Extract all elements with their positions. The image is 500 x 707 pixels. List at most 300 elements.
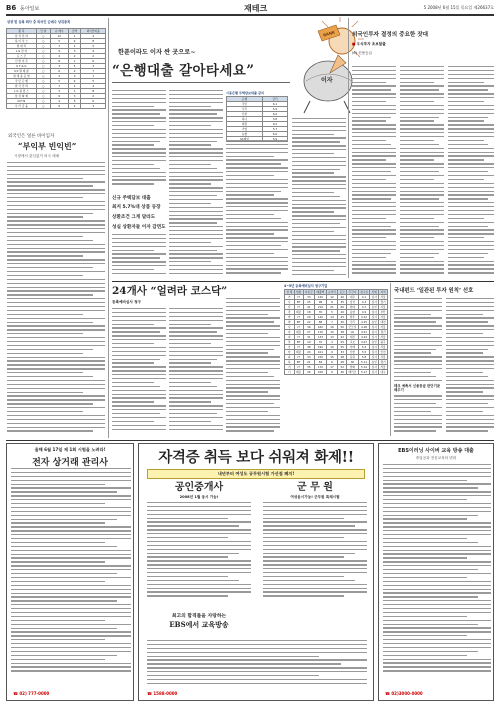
text-line xyxy=(400,257,434,258)
text-line xyxy=(147,663,341,664)
right-col3 xyxy=(448,66,494,278)
table-cell: 60 xyxy=(338,305,347,310)
text-line xyxy=(11,643,131,644)
text-line xyxy=(11,484,105,485)
text-line xyxy=(7,372,83,373)
table-cell: 4 xyxy=(326,340,338,345)
text-line xyxy=(169,109,223,110)
text-line xyxy=(448,257,484,258)
text-line xyxy=(147,560,251,561)
text-line xyxy=(11,569,131,570)
text-line xyxy=(383,670,491,671)
text-line xyxy=(7,399,105,400)
table-cell: 35 xyxy=(338,300,347,305)
text-line xyxy=(448,179,484,180)
text-line xyxy=(112,164,154,165)
text-line xyxy=(226,171,288,172)
table-header-cell: 금액 xyxy=(68,29,81,34)
loan-rate-table-title: 시중은행 주택담보대출 금리 xyxy=(226,91,265,95)
table-cell: 38 xyxy=(338,330,347,335)
text-line xyxy=(400,226,439,227)
text-line xyxy=(352,210,396,211)
text-line xyxy=(263,560,367,561)
text-line xyxy=(292,184,346,185)
issue-date: 5 2008년 6월 15일 목요일 제26637호 xyxy=(423,5,494,10)
text-line xyxy=(7,205,105,206)
text-line xyxy=(448,120,484,121)
text-line xyxy=(169,246,223,247)
text-line xyxy=(169,366,223,367)
table-cell: 2 xyxy=(68,54,81,59)
table-cell: 5 xyxy=(68,64,81,69)
text-line xyxy=(446,403,488,404)
table-cell: 4.27 xyxy=(358,340,370,345)
text-line xyxy=(169,413,217,414)
text-line xyxy=(400,175,444,176)
text-line xyxy=(448,191,494,192)
table-cell: 우 리 금 융 xyxy=(7,104,37,109)
text-line xyxy=(352,237,386,238)
text-line xyxy=(292,254,346,255)
text-line xyxy=(446,306,494,307)
table-cell: 27 xyxy=(303,330,315,335)
text-line xyxy=(383,581,491,582)
text-line xyxy=(147,553,239,554)
table-cell: 4.12 xyxy=(358,315,370,320)
table-cell: 1 xyxy=(68,89,81,94)
table-cell: 4 xyxy=(50,99,68,104)
text-line xyxy=(448,226,488,227)
text-line xyxy=(394,345,442,346)
foreign-buy-table xyxy=(6,28,106,109)
table-cell: ○ xyxy=(36,74,50,79)
text-line xyxy=(7,411,83,412)
table-cell: N H N xyxy=(7,99,37,104)
text-line xyxy=(112,273,166,274)
text-line xyxy=(147,556,228,557)
left-article-kicker: 외국인은 얼른 바이입자 xyxy=(8,134,55,139)
text-line xyxy=(226,380,280,381)
text-line xyxy=(446,419,494,420)
table-cell: 서울 xyxy=(380,315,386,319)
table-cell: ○ xyxy=(36,84,50,89)
text-line xyxy=(292,188,346,189)
text-line xyxy=(383,495,491,496)
table-header-cell: 업 체 xyxy=(286,290,293,294)
table-cell: 6 xyxy=(50,104,68,109)
text-line xyxy=(169,191,223,192)
text-line xyxy=(226,395,280,396)
table-cell: 170 xyxy=(315,365,327,370)
main-col3-lower xyxy=(226,140,288,278)
text-line xyxy=(169,378,223,379)
text-line xyxy=(112,370,166,371)
text-line xyxy=(11,538,131,539)
text-line xyxy=(263,591,367,592)
text-line xyxy=(448,78,494,79)
table-cell: 9 xyxy=(50,49,68,54)
text-line xyxy=(394,360,442,361)
text-line xyxy=(7,302,105,303)
text-line xyxy=(394,411,431,412)
ad-ecommerce[interactable] xyxy=(6,443,134,701)
table-cell: 마 xyxy=(285,315,295,320)
text-line xyxy=(7,201,105,202)
text-line xyxy=(292,207,346,208)
text-line xyxy=(394,426,442,427)
table-cell: BT xyxy=(294,300,303,305)
table-row xyxy=(285,370,388,375)
table-cell: 국민 xyxy=(227,102,263,107)
table-cell: 심사 xyxy=(371,325,377,329)
table-cell: 5 xyxy=(50,39,68,44)
text-line xyxy=(112,179,166,180)
text-line xyxy=(448,66,494,67)
text-line xyxy=(169,117,223,118)
text-line xyxy=(448,194,494,195)
text-line xyxy=(352,264,396,265)
text-line xyxy=(112,242,166,243)
text-line xyxy=(292,134,334,135)
text-line xyxy=(352,132,396,133)
text-line xyxy=(226,314,268,315)
text-line xyxy=(112,331,160,332)
text-line xyxy=(112,327,166,328)
text-line xyxy=(169,179,223,180)
kosdaq-sub: 등록예비심사 청구 xyxy=(112,300,142,304)
text-line xyxy=(226,325,280,326)
text-line xyxy=(226,206,288,207)
text-line xyxy=(7,376,93,377)
text-line xyxy=(7,427,105,428)
table-cell: ○ xyxy=(36,89,50,94)
main-col4 xyxy=(292,118,346,278)
text-line xyxy=(112,394,166,395)
left-article-body xyxy=(7,162,105,436)
text-line xyxy=(226,356,280,357)
table-cell: 우리 xyxy=(227,107,263,112)
text-line xyxy=(448,155,494,156)
text-line xyxy=(400,144,439,145)
table-cell: 6 xyxy=(81,99,106,104)
text-line xyxy=(446,387,494,388)
text-line xyxy=(169,374,223,375)
text-line xyxy=(226,298,280,299)
text-line xyxy=(112,133,166,134)
text-line xyxy=(383,468,491,469)
table-cell: ○ xyxy=(36,79,50,84)
table-cell: 현 대 차 xyxy=(7,44,37,49)
text-line xyxy=(11,624,131,625)
text-line xyxy=(226,210,288,211)
text-line xyxy=(446,411,483,412)
text-line xyxy=(400,132,444,133)
text-line xyxy=(263,568,367,569)
text-line xyxy=(226,233,274,234)
ad2-right-title: 군 무 원 xyxy=(297,482,333,493)
text-line xyxy=(112,324,154,325)
text-line xyxy=(112,362,154,363)
table-cell: 심사 xyxy=(371,355,377,359)
table-cell: 36 xyxy=(338,370,347,375)
text-line xyxy=(352,82,386,83)
text-line xyxy=(263,580,355,581)
text-line xyxy=(292,137,346,138)
text-line xyxy=(400,78,444,79)
text-line xyxy=(7,263,105,264)
table-cell: 22 xyxy=(303,320,315,325)
text-line xyxy=(446,356,494,357)
table-cell: 25 xyxy=(303,300,315,305)
text-line xyxy=(11,616,131,617)
text-line xyxy=(147,659,367,660)
text-line xyxy=(400,241,444,242)
divider-left xyxy=(108,18,109,438)
table-cell: 심사 xyxy=(371,370,377,374)
text-line xyxy=(292,239,346,240)
table-cell: 3 xyxy=(68,94,81,99)
table-cell: 4 xyxy=(50,54,68,59)
text-line xyxy=(226,423,280,424)
text-line xyxy=(263,506,367,507)
text-line xyxy=(352,191,396,192)
text-line xyxy=(169,156,223,157)
text-line xyxy=(292,157,346,158)
text-line xyxy=(226,302,280,303)
table-cell: 45 xyxy=(338,315,347,320)
table-cell: IT xyxy=(294,325,303,330)
table-cell: 5 xyxy=(326,310,338,315)
text-line xyxy=(352,241,396,242)
text-line xyxy=(7,209,105,210)
text-line xyxy=(169,211,223,212)
masthead-rule xyxy=(6,14,494,16)
text-line xyxy=(352,257,386,258)
text-line xyxy=(383,491,491,492)
text-line xyxy=(352,233,396,234)
table-cell: IT xyxy=(294,355,303,360)
table-header-cell: 외국인비중 xyxy=(81,29,106,34)
table-cell: 6.1 xyxy=(262,102,287,107)
text-line xyxy=(292,130,346,131)
text-line xyxy=(383,464,491,465)
text-line xyxy=(448,206,494,207)
table-cell: 승인 xyxy=(371,340,377,344)
text-line xyxy=(7,213,93,214)
text-line xyxy=(169,308,223,309)
illustration-rate-label: 이자 xyxy=(321,77,333,84)
text-line xyxy=(383,483,491,484)
table-cell: 115 xyxy=(315,330,327,335)
table-cell: 8 xyxy=(81,39,106,44)
text-line xyxy=(11,554,131,555)
text-line xyxy=(226,333,268,334)
text-line xyxy=(263,588,367,589)
text-line xyxy=(292,262,346,263)
text-line xyxy=(169,421,211,422)
loan-rate-table xyxy=(226,96,288,142)
mid-rule xyxy=(112,281,494,282)
text-line xyxy=(169,195,217,196)
text-line xyxy=(7,298,105,299)
text-line xyxy=(383,612,491,613)
table-cell: 7 xyxy=(326,320,338,325)
text-line xyxy=(383,577,467,578)
text-line xyxy=(394,430,436,431)
text-line xyxy=(352,74,396,75)
text-line xyxy=(169,331,217,332)
text-line xyxy=(226,337,280,338)
text-line xyxy=(226,222,288,223)
text-line xyxy=(112,409,166,410)
ad-ebs[interactable] xyxy=(378,443,494,701)
ad2-right-box xyxy=(259,478,371,608)
table-cell: 승인 xyxy=(371,320,377,324)
table-cell: 4.9 xyxy=(358,310,370,315)
text-line xyxy=(112,366,166,367)
text-line xyxy=(352,113,396,114)
ads-rule xyxy=(6,440,494,441)
table-cell: L G 전 자 xyxy=(7,49,37,54)
table-cell: 25 xyxy=(338,340,347,345)
text-line xyxy=(169,226,223,227)
table-cell: 바 xyxy=(285,320,295,325)
text-line xyxy=(448,74,494,75)
table-cell: 서울 xyxy=(380,355,386,359)
text-line xyxy=(169,215,223,216)
table-cell: 6 xyxy=(326,360,338,365)
text-line xyxy=(383,616,467,617)
text-line xyxy=(226,372,268,373)
text-line xyxy=(448,272,494,273)
text-line xyxy=(169,160,223,161)
text-line xyxy=(226,163,281,164)
table-cell: 동양 xyxy=(347,310,359,315)
foreign-buy-table-title: 상장 및 등록 회사 중 외국인 순매수 상위종목 xyxy=(7,20,71,24)
text-line xyxy=(446,391,483,392)
text-line xyxy=(112,359,160,360)
ad1-phone: ☎ 02) 777-0000 xyxy=(13,691,50,696)
table-cell: 우리 xyxy=(347,320,359,325)
text-line xyxy=(7,380,105,381)
text-line xyxy=(292,149,346,150)
ad3-body xyxy=(383,464,491,678)
text-line xyxy=(448,159,484,160)
table-cell: 심사 xyxy=(371,335,377,339)
text-line xyxy=(147,510,251,511)
text-line xyxy=(7,415,105,416)
text-line xyxy=(352,179,386,180)
text-line xyxy=(383,553,491,554)
table-cell: 24 xyxy=(303,350,315,355)
table-cell: 7 xyxy=(81,69,106,74)
table-cell: IT xyxy=(294,305,303,310)
text-line xyxy=(7,353,83,354)
table-cell: 2 xyxy=(68,104,81,109)
text-line xyxy=(446,317,494,318)
table-cell: ○ xyxy=(36,34,50,39)
text-line xyxy=(394,372,431,373)
text-line xyxy=(169,137,223,138)
text-line xyxy=(446,430,488,431)
text-line xyxy=(394,341,442,342)
text-line xyxy=(147,537,228,538)
text-line xyxy=(11,534,131,535)
table-cell: IT xyxy=(294,365,303,370)
text-line xyxy=(226,426,280,427)
text-line xyxy=(400,183,444,184)
text-line xyxy=(226,198,288,199)
table-cell: 심사 xyxy=(371,345,377,349)
text-line xyxy=(147,576,228,577)
ad-certificate[interactable] xyxy=(138,443,374,701)
divider-fund xyxy=(390,283,391,436)
table-cell: 3 xyxy=(50,89,68,94)
text-line xyxy=(147,591,251,592)
text-line xyxy=(11,577,131,578)
text-line xyxy=(352,268,396,269)
text-line xyxy=(400,233,444,234)
text-line xyxy=(112,413,160,414)
table-cell: 12 xyxy=(50,34,68,39)
masthead xyxy=(6,2,494,14)
main-headline: “은행대출 갈아타세요” xyxy=(112,63,255,79)
text-line xyxy=(7,181,105,182)
text-line xyxy=(7,333,83,334)
text-line xyxy=(446,380,494,381)
text-line xyxy=(226,411,268,412)
table-cell: 신한 xyxy=(347,350,359,355)
text-line xyxy=(7,360,105,361)
main-question-4: 성실 상환자들 이자 감면도 xyxy=(112,225,166,230)
text-line xyxy=(112,148,166,149)
text-line xyxy=(383,573,491,574)
table-cell: 21 xyxy=(326,305,338,310)
text-line xyxy=(394,419,442,420)
text-line xyxy=(11,468,131,469)
right-box xyxy=(352,42,410,64)
text-line xyxy=(448,237,484,238)
text-line xyxy=(7,197,83,198)
text-line xyxy=(448,202,494,203)
table-cell: 98 xyxy=(315,300,327,305)
text-line xyxy=(352,159,386,160)
table-cell: 19 xyxy=(303,340,315,345)
text-line xyxy=(400,245,444,246)
text-line xyxy=(112,152,166,153)
text-line xyxy=(147,584,251,585)
text-line xyxy=(169,261,211,262)
text-line xyxy=(112,390,166,391)
table-cell: 5 xyxy=(81,79,106,84)
table-cell: 농협 xyxy=(227,132,263,137)
text-line xyxy=(400,222,444,223)
text-line xyxy=(448,167,494,168)
text-line xyxy=(11,480,131,481)
text-line xyxy=(292,141,340,142)
text-line xyxy=(7,174,105,175)
text-line xyxy=(446,314,483,315)
text-line xyxy=(446,423,494,424)
text-line xyxy=(383,476,491,477)
text-line xyxy=(448,97,494,98)
table-cell: ○ xyxy=(36,44,50,49)
text-line xyxy=(352,70,396,71)
text-line xyxy=(112,351,166,352)
text-line xyxy=(400,140,434,141)
text-line xyxy=(394,302,442,303)
text-line xyxy=(112,102,166,103)
